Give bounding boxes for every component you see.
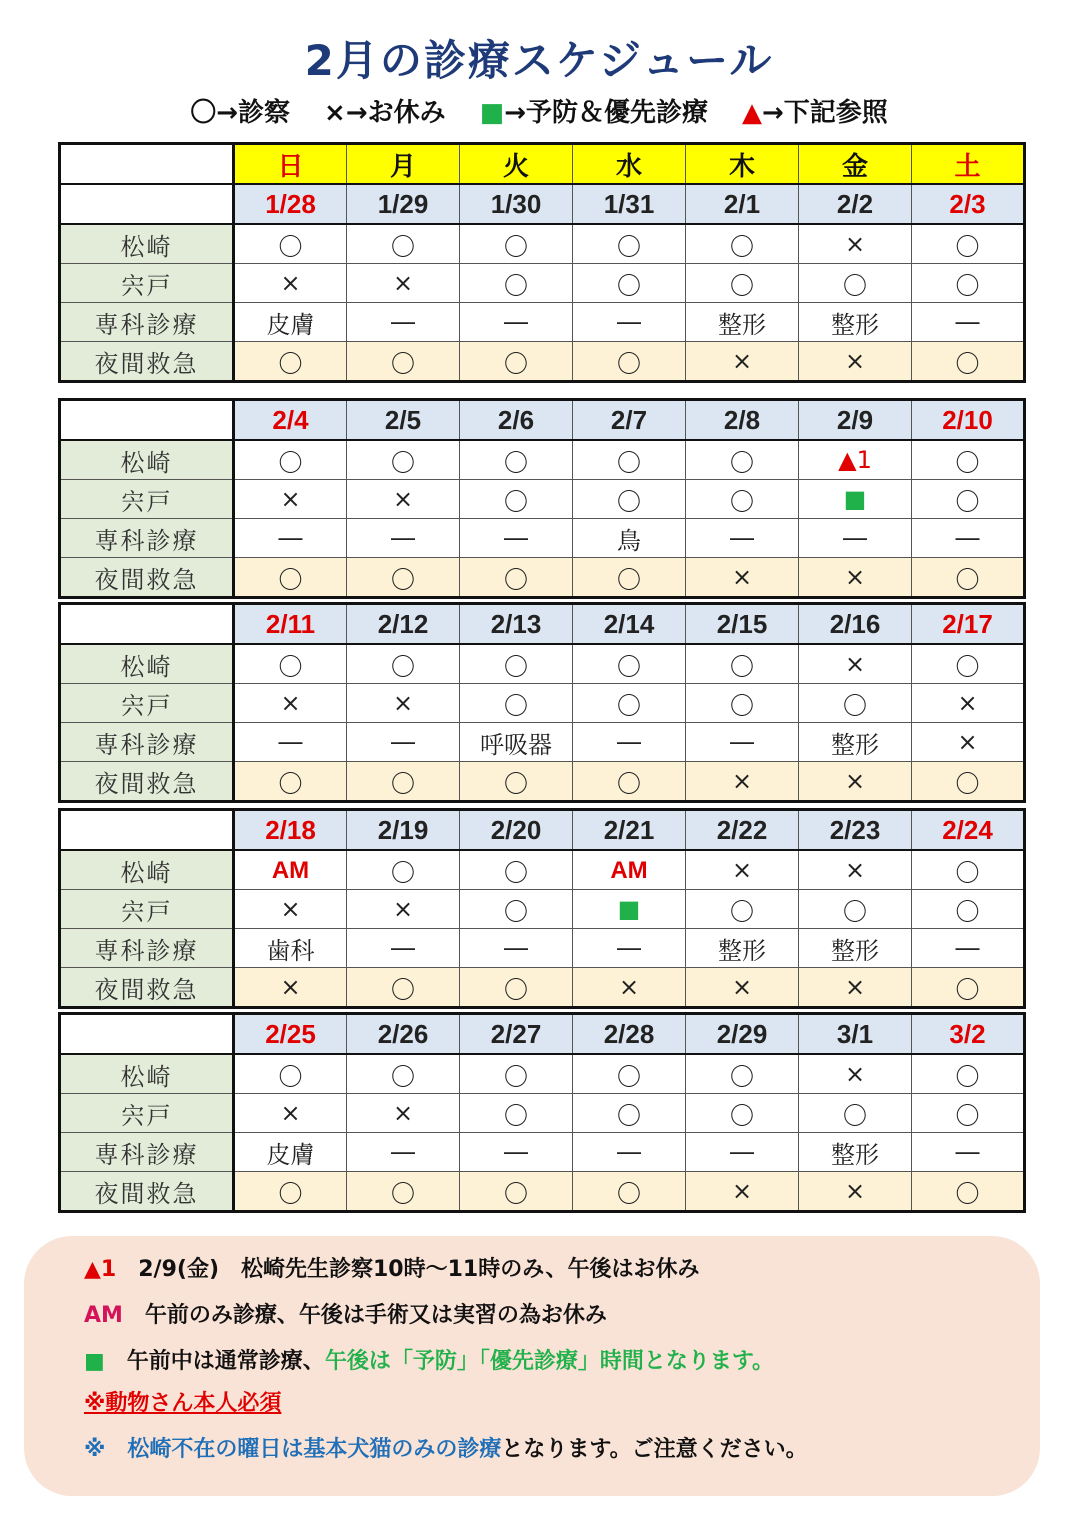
date-cell: 2/27 bbox=[460, 1014, 573, 1055]
schedule-cell: 呼吸器 bbox=[460, 723, 573, 762]
schedule-cell: ― bbox=[460, 303, 573, 342]
row-label-night-emergency: 夜間救急 bbox=[60, 558, 234, 598]
week-table bbox=[58, 808, 1026, 1009]
schedule-cell: 〇 bbox=[799, 890, 912, 929]
schedule-cell: × bbox=[799, 558, 912, 598]
schedule-cell: 〇 bbox=[573, 558, 686, 598]
schedule-cell: 〇 bbox=[573, 480, 686, 519]
schedule-cell: 〇 bbox=[460, 890, 573, 929]
schedule-cell: ― bbox=[573, 929, 686, 968]
week-table bbox=[58, 398, 1026, 599]
schedule-cell: × bbox=[347, 684, 460, 723]
note-green-square: ■ 午前中は通常診療、午後は「予防」「優先診療」時間となります。 bbox=[84, 1349, 775, 1374]
legend-item-priority: ■→予防＆優先診療 bbox=[479, 98, 708, 128]
schedule-cell: 〇 bbox=[347, 440, 460, 480]
schedule-cell: 歯科 bbox=[234, 929, 347, 968]
cross-icon: × bbox=[324, 98, 346, 128]
schedule-cell: ― bbox=[347, 1133, 460, 1172]
date-cell: 2/13 bbox=[460, 604, 573, 645]
legend-item-exam: 〇→診察 bbox=[190, 98, 291, 128]
schedule-cell: 〇 bbox=[347, 1054, 460, 1094]
schedule-cell: × bbox=[234, 1094, 347, 1133]
row-label-matsuzaki: 松崎 bbox=[60, 644, 234, 684]
schedule-cell: 〇 bbox=[460, 968, 573, 1008]
schedule-cell: 皮膚 bbox=[234, 1133, 347, 1172]
weekday-header: 月 bbox=[347, 144, 460, 185]
red-triangle-icon: ▲ bbox=[741, 98, 762, 128]
schedule-cell: 〇 bbox=[573, 644, 686, 684]
schedule-cell: 〇 bbox=[460, 762, 573, 802]
schedule-cell: 〇 bbox=[573, 1054, 686, 1094]
date-cell: 2/10 bbox=[912, 400, 1025, 441]
corner-cell bbox=[60, 400, 234, 441]
date-cell: 3/2 bbox=[912, 1014, 1025, 1055]
legend-item-closed: ×→お休み bbox=[324, 98, 446, 128]
schedule-cell: 整形 bbox=[799, 303, 912, 342]
schedule-cell: ― bbox=[912, 519, 1025, 558]
schedule-cell: 〇 bbox=[347, 644, 460, 684]
weekday-header: 金 bbox=[799, 144, 912, 185]
date-cell: 1/31 bbox=[573, 184, 686, 224]
date-cell: 2/12 bbox=[347, 604, 460, 645]
schedule-cell: 〇 bbox=[573, 264, 686, 303]
schedule-cell: 〇 bbox=[686, 440, 799, 480]
schedule-cell: 〇 bbox=[347, 968, 460, 1008]
schedule-cell: ― bbox=[686, 519, 799, 558]
schedule-cell: 〇 bbox=[912, 224, 1025, 264]
date-cell: 2/11 bbox=[234, 604, 347, 645]
schedule-cell: 〇 bbox=[686, 890, 799, 929]
schedule-cell: ― bbox=[347, 929, 460, 968]
page-title: 2月の診療スケジュール bbox=[304, 36, 774, 85]
schedule-cell: × bbox=[686, 558, 799, 598]
schedule-cell: 〇 bbox=[234, 224, 347, 264]
circle-icon: 〇 bbox=[190, 98, 217, 128]
schedule-cell: ― bbox=[347, 723, 460, 762]
row-label-shishido: 宍戸 bbox=[60, 890, 234, 929]
schedule-cell: × bbox=[799, 1172, 912, 1212]
schedule-cell: 〇 bbox=[460, 558, 573, 598]
red-triangle-icon: ▲1 bbox=[84, 1257, 117, 1282]
date-cell: 2/1 bbox=[686, 184, 799, 224]
weekday-header: 木 bbox=[686, 144, 799, 185]
schedule-cell: × bbox=[573, 968, 686, 1008]
schedule-cell: ― bbox=[234, 519, 347, 558]
schedule-cell: 〇 bbox=[686, 224, 799, 264]
date-cell: 2/5 bbox=[347, 400, 460, 441]
legend bbox=[0, 92, 1078, 129]
row-label-specialty: 専科診療 bbox=[60, 519, 234, 558]
schedule-cell: 〇 bbox=[460, 264, 573, 303]
schedule-cell: 〇 bbox=[912, 342, 1025, 382]
schedule-cell: ― bbox=[686, 723, 799, 762]
schedule-cell: 〇 bbox=[460, 644, 573, 684]
schedule-cell: 〇 bbox=[912, 558, 1025, 598]
row-label-shishido: 宍戸 bbox=[60, 684, 234, 723]
schedule-cell: ― bbox=[686, 1133, 799, 1172]
date-cell: 2/3 bbox=[912, 184, 1025, 224]
schedule-cell: AM bbox=[573, 850, 686, 890]
date-cell: 3/1 bbox=[799, 1014, 912, 1055]
notes-box bbox=[24, 1236, 1040, 1496]
week-table bbox=[58, 142, 1026, 383]
schedule-cell: 〇 bbox=[686, 1094, 799, 1133]
schedule-cell: × bbox=[234, 968, 347, 1008]
schedule-cell: 〇 bbox=[234, 1054, 347, 1094]
schedule-cell: × bbox=[234, 264, 347, 303]
schedule-cell: ― bbox=[573, 303, 686, 342]
schedule-cell: 〇 bbox=[912, 1094, 1025, 1133]
schedule-cell: 〇 bbox=[573, 342, 686, 382]
schedule-cell: ― bbox=[799, 519, 912, 558]
schedule-cell: ― bbox=[912, 303, 1025, 342]
date-cell: 2/29 bbox=[686, 1014, 799, 1055]
schedule-cell: 〇 bbox=[912, 1172, 1025, 1212]
legend-item-see-below: ▲→下記参照 bbox=[741, 98, 888, 128]
date-cell: 2/7 bbox=[573, 400, 686, 441]
schedule-cell: 〇 bbox=[686, 1054, 799, 1094]
schedule-cell: 整形 bbox=[686, 929, 799, 968]
schedule-cell: 〇 bbox=[234, 1172, 347, 1212]
date-cell: 2/28 bbox=[573, 1014, 686, 1055]
schedule-cell: 〇 bbox=[573, 224, 686, 264]
date-cell: 2/20 bbox=[460, 810, 573, 851]
schedule-cell: × bbox=[799, 968, 912, 1008]
schedule-cell: × bbox=[686, 762, 799, 802]
schedule-cell bbox=[573, 890, 686, 929]
schedule-cell: 〇 bbox=[234, 440, 347, 480]
corner-cell bbox=[60, 184, 234, 224]
note-am: AM 午前のみ診療、午後は手術又は実習の為お休み bbox=[84, 1303, 607, 1328]
date-cell: 1/29 bbox=[347, 184, 460, 224]
schedule-cell: 〇 bbox=[460, 224, 573, 264]
weekday-header: 火 bbox=[460, 144, 573, 185]
date-cell: 2/18 bbox=[234, 810, 347, 851]
weekday-header: 水 bbox=[573, 144, 686, 185]
date-cell: 2/8 bbox=[686, 400, 799, 441]
date-cell: 2/22 bbox=[686, 810, 799, 851]
row-label-matsuzaki: 松崎 bbox=[60, 1054, 234, 1094]
corner-cell bbox=[60, 144, 234, 185]
schedule-cell: 〇 bbox=[912, 480, 1025, 519]
schedule-cell: ― bbox=[460, 929, 573, 968]
date-cell: 2/9 bbox=[799, 400, 912, 441]
schedule-cell: × bbox=[234, 890, 347, 929]
schedule-cell: × bbox=[686, 850, 799, 890]
note-triangle: ▲1 2/9(金) 松崎先生診察10時～11時のみ、午後はお休み bbox=[84, 1257, 700, 1282]
schedule-cell: ― bbox=[912, 929, 1025, 968]
schedule-cell: 整形 bbox=[799, 723, 912, 762]
week-table bbox=[58, 602, 1026, 803]
weekday-header: 日 bbox=[234, 144, 347, 185]
date-cell: 2/17 bbox=[912, 604, 1025, 645]
schedule-cell: 整形 bbox=[799, 929, 912, 968]
schedule-cell: × bbox=[347, 480, 460, 519]
date-cell: 2/2 bbox=[799, 184, 912, 224]
schedule-cell: AM bbox=[234, 850, 347, 890]
schedule-cell: × bbox=[799, 1054, 912, 1094]
row-label-shishido: 宍戸 bbox=[60, 264, 234, 303]
schedule-cell: 〇 bbox=[912, 762, 1025, 802]
date-cell: 2/6 bbox=[460, 400, 573, 441]
schedule-cell: 〇 bbox=[460, 1172, 573, 1212]
schedule-cell: ― bbox=[912, 1133, 1025, 1172]
schedule-cell: 〇 bbox=[573, 1172, 686, 1212]
schedule-cell: 〇 bbox=[686, 644, 799, 684]
schedule-cell: 〇 bbox=[686, 264, 799, 303]
red-triangle-icon: ▲1 bbox=[838, 446, 872, 474]
schedule-cell: × bbox=[686, 1172, 799, 1212]
schedule-cell: ― bbox=[573, 723, 686, 762]
row-label-matsuzaki: 松崎 bbox=[60, 850, 234, 890]
schedule-cell: ― bbox=[460, 519, 573, 558]
date-cell: 2/24 bbox=[912, 810, 1025, 851]
schedule-cell: 〇 bbox=[460, 1094, 573, 1133]
schedule-cell: 〇 bbox=[347, 762, 460, 802]
date-cell: 1/30 bbox=[460, 184, 573, 224]
schedule-cell: 〇 bbox=[912, 850, 1025, 890]
schedule-cell: 〇 bbox=[460, 850, 573, 890]
schedule-cell: × bbox=[234, 480, 347, 519]
schedule-cell: ― bbox=[573, 1133, 686, 1172]
date-cell: 2/26 bbox=[347, 1014, 460, 1055]
schedule-cell: 〇 bbox=[234, 342, 347, 382]
row-label-shishido: 宍戸 bbox=[60, 480, 234, 519]
row-label-specialty: 専科診療 bbox=[60, 303, 234, 342]
schedule-cell: 〇 bbox=[912, 1054, 1025, 1094]
schedule-cell: 〇 bbox=[799, 264, 912, 303]
schedule-cell: 〇 bbox=[234, 644, 347, 684]
schedule-cell: × bbox=[912, 684, 1025, 723]
schedule-cell: 整形 bbox=[799, 1133, 912, 1172]
schedule-cell: × bbox=[347, 264, 460, 303]
schedule-cell: 〇 bbox=[912, 968, 1025, 1008]
schedule-cell: 〇 bbox=[912, 440, 1025, 480]
row-label-specialty: 専科診療 bbox=[60, 929, 234, 968]
schedule-cell: × bbox=[799, 224, 912, 264]
schedule-cell: × bbox=[686, 968, 799, 1008]
schedule-cell: 〇 bbox=[347, 224, 460, 264]
schedule-cell: × bbox=[799, 850, 912, 890]
schedule-cell: 〇 bbox=[573, 762, 686, 802]
schedule-cell: × bbox=[799, 762, 912, 802]
schedule-cell: 〇 bbox=[573, 684, 686, 723]
row-label-night-emergency: 夜間救急 bbox=[60, 342, 234, 382]
date-cell: 2/25 bbox=[234, 1014, 347, 1055]
date-cell: 2/14 bbox=[573, 604, 686, 645]
corner-cell bbox=[60, 604, 234, 645]
week-table bbox=[58, 1012, 1026, 1213]
note-animal-required: ※動物さん本人必須 bbox=[84, 1391, 282, 1416]
green-square-icon: ■ bbox=[843, 485, 867, 513]
schedule-cell: 〇 bbox=[460, 440, 573, 480]
note-dogs-cats-only: ※ 松崎不在の曜日は基本犬猫のみの診療となります。ご注意ください。 bbox=[84, 1437, 808, 1462]
schedule-cell: 〇 bbox=[912, 644, 1025, 684]
green-square-icon: ■ bbox=[479, 98, 505, 128]
row-label-shishido: 宍戸 bbox=[60, 1094, 234, 1133]
schedule-cell: 〇 bbox=[686, 684, 799, 723]
schedule-cell: 〇 bbox=[912, 890, 1025, 929]
schedule-cell: 〇 bbox=[799, 684, 912, 723]
schedule-cell: 整形 bbox=[686, 303, 799, 342]
row-label-night-emergency: 夜間救急 bbox=[60, 968, 234, 1008]
schedule-cell: 〇 bbox=[460, 342, 573, 382]
date-cell: 2/16 bbox=[799, 604, 912, 645]
schedule-cell: ― bbox=[347, 519, 460, 558]
schedule-cell: 〇 bbox=[347, 342, 460, 382]
schedule-cell: 〇 bbox=[686, 480, 799, 519]
weekday-header: 土 bbox=[912, 144, 1025, 185]
schedule-cell: × bbox=[686, 342, 799, 382]
schedule-cell: × bbox=[799, 342, 912, 382]
schedule-cell: 〇 bbox=[460, 480, 573, 519]
date-cell: 2/21 bbox=[573, 810, 686, 851]
schedule-cell bbox=[799, 480, 912, 519]
schedule-cell: 〇 bbox=[347, 850, 460, 890]
schedule-cell: × bbox=[347, 890, 460, 929]
schedule-cell: × bbox=[347, 1094, 460, 1133]
row-label-night-emergency: 夜間救急 bbox=[60, 762, 234, 802]
row-label-matsuzaki: 松崎 bbox=[60, 440, 234, 480]
row-label-specialty: 専科診療 bbox=[60, 723, 234, 762]
schedule-cell: 〇 bbox=[460, 1054, 573, 1094]
schedule-cell: ― bbox=[460, 1133, 573, 1172]
date-cell: 2/15 bbox=[686, 604, 799, 645]
green-square-icon: ■ bbox=[84, 1349, 105, 1374]
date-cell: 2/4 bbox=[234, 400, 347, 441]
schedule-cell: ― bbox=[347, 303, 460, 342]
date-cell: 2/19 bbox=[347, 810, 460, 851]
schedule-cell: 〇 bbox=[799, 1094, 912, 1133]
schedule-cell: 鳥 bbox=[573, 519, 686, 558]
schedule-cell: × bbox=[234, 684, 347, 723]
corner-cell bbox=[60, 810, 234, 851]
schedule-cell: × bbox=[799, 644, 912, 684]
schedule-cell: 〇 bbox=[347, 1172, 460, 1212]
schedule-cell: 〇 bbox=[460, 684, 573, 723]
schedule-cell: ― bbox=[234, 723, 347, 762]
schedule-cell bbox=[799, 440, 912, 480]
schedule-cell: 〇 bbox=[573, 440, 686, 480]
schedule-cell: 皮膚 bbox=[234, 303, 347, 342]
corner-cell bbox=[60, 1014, 234, 1055]
schedule-cell: 〇 bbox=[912, 264, 1025, 303]
row-label-matsuzaki: 松崎 bbox=[60, 224, 234, 264]
schedule-cell: 〇 bbox=[234, 558, 347, 598]
schedule-cell: 〇 bbox=[234, 762, 347, 802]
row-label-specialty: 専科診療 bbox=[60, 1133, 234, 1172]
schedule-cell: 〇 bbox=[347, 558, 460, 598]
schedule-cell: × bbox=[912, 723, 1025, 762]
green-square-icon: ■ bbox=[617, 895, 641, 923]
date-cell: 2/23 bbox=[799, 810, 912, 851]
row-label-night-emergency: 夜間救急 bbox=[60, 1172, 234, 1212]
schedule-cell: 〇 bbox=[573, 1094, 686, 1133]
date-cell: 1/28 bbox=[234, 184, 347, 224]
